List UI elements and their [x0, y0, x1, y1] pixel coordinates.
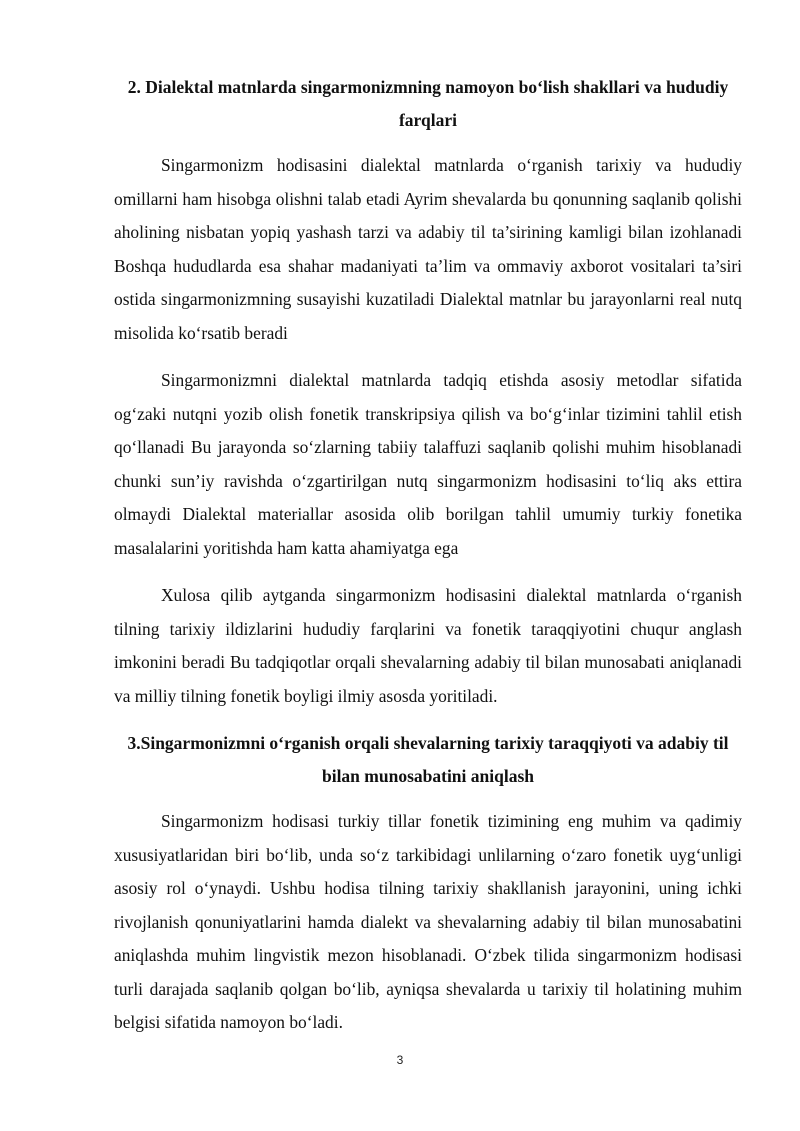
- document-page: [114, 71, 742, 1054]
- section-2-paragraph-3: Xulosa qilib aytganda singarmonizm hodisasini dialektal matnlarda o‘rganish tilning tarixiy ildizlarini hududiy farqlarini va fonetik taraqqiyotini chuqur anglash imkonini beradi Bu tadqiqotlar orqali shevalarning adabiy til bilan munosabati aniqlanadi va milliy tilning fonetik boyligi ilmiy asosda yoritiladi.: [114, 585, 742, 706]
- section-2-paragraph-2: Singarmonizmni dialektal matnlarda tadqiq etishda asosiy metodlar sifatida og‘zaki nutqni yozib olish fonetik transkripsiya qilish va bo‘g‘inlar tizimini tahlil etish qo‘llanadi Bu jarayonda so‘zlarning tabiiy talaffuzi saqlanib qolishi muhim hisoblanadi chunki sun’iy ravishda o‘zgartirilgan nutq singarmonizm hodisasini to‘liq aks ettira olmaydi Dialektal materiallar asosida olib borilgan tahlil umumiy turkiy fonetika masalalarini yoritishda ham katta ahamiyatga ega: [114, 370, 742, 558]
- page-number: 3: [396, 1053, 404, 1067]
- section-2-heading: 2. Dialektal matnlarda singarmonizmning namoyon bo‘lish shakllari va hududiy farqlari: [127, 77, 729, 130]
- section-3-heading: 3.Singarmonizmni o‘rganish orqali shevalarning tarixiy taraqqiyoti va adabiy til bilan munosabatini aniqlash: [127, 733, 729, 786]
- section-2-paragraph-1: Singarmonizm hodisasini dialektal matnlarda o‘rganish tarixiy va hududiy omillarni ham hisobga olishni talab etadi Ayrim shevalarda bu qonunning saqlanib qolishi aholining nisbatan yopiq yashash tarzi va adabiy til ta’sirining kamligi bilan izohlanadi Boshqa hududlarda esa shahar madaniyati ta’lim va ommaviy axborot vositalari ta’siri ostida singarmonizmning susayishi kuzatiladi Dialektal matnlar bu jarayonlarni real nutq misolida ko‘rsatib beradi: [114, 155, 742, 343]
- section-3-paragraph-1: Singarmonizm hodisasi turkiy tillar fonetik tizimining eng muhim va qadimiy xususiyatlaridan biri bo‘lib, unda so‘z tarkibidagi unlilarning o‘zaro fonetik uyg‘unligi asosiy rol o‘ynaydi. Ushbu hodisa tilning tarixiy shakllanish jarayonini, uning ichki rivojlanish qonuniyatlarini hamda dialekt va shevalarning adabiy til bilan munosabatini aniqlashda muhim lingvistik mezon hisoblanadi. O‘zbek tilida singarmonizm hodisasi turli darajada saqlanib qolgan bo‘lib, ayniqsa shevalarda u tarixiy til holatining muhim belgisi sifatida namoyon bo‘ladi.: [114, 811, 742, 1032]
